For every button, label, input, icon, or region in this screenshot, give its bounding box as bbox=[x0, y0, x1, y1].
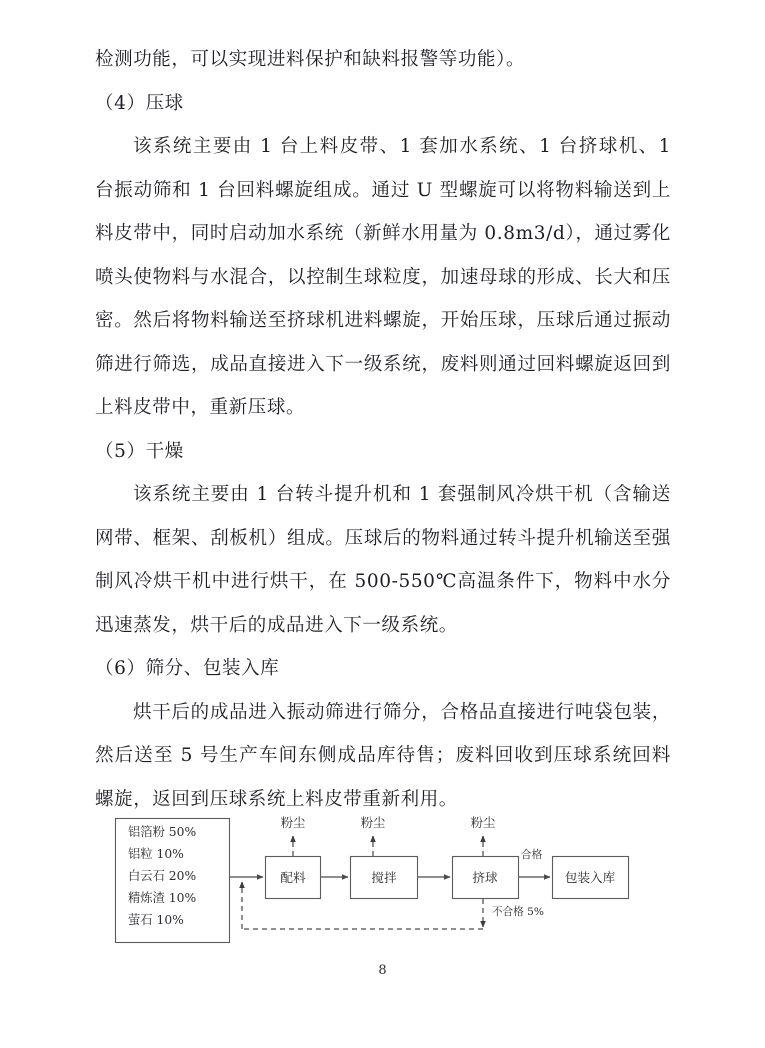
document-body bbox=[95, 38, 671, 821]
process-label-batching: 配料 bbox=[280, 870, 306, 885]
process-label-mixing: 搅拌 bbox=[371, 870, 397, 885]
edge-label-unqualified: 不合格 5% bbox=[492, 906, 544, 918]
page-number: 8 bbox=[378, 963, 387, 978]
material-line-3: 白云石 20% bbox=[128, 869, 197, 883]
material-line-1: 铝箔粉 50% bbox=[128, 825, 197, 839]
process-label-packaging: 包装入库 bbox=[564, 870, 616, 885]
material-line-5: 萤石 10% bbox=[128, 913, 184, 927]
paragraph-drying-body: 该系统主要由 1 台转斗提升机和 1 套强制风冷烘干机（含输送网带、框架、刮板机）组成。压球后的物料通过转斗提升机输送至强制风冷烘干机中进行烘干，在 500-550℃高温条件下，物料中水分迅速蒸发，烘干后的成品进入下一级系统。 bbox=[95, 484, 671, 636]
heading-5-drying: （5）干燥 bbox=[95, 440, 184, 462]
heading-6-screening-packaging: （6）筛分、包装入库 bbox=[95, 658, 280, 679]
paragraph-pressing-body: 该系统主要由 1 台上料皮带、1 套加水系统、1 台挤球机、1 台振动筛和 1 台回料螺旋组成。通过 U 型螺旋可以将物料输送到上料皮带中，同时启动加水系统（新鲜水用量为 0.8m3/d），通过雾化喷头使物料与水混合，以控制生球粒度，加速母球的形成、长大和压密。然后将物料输送至挤球机进料螺旋，开始压球，压球后通过振动筛进行筛选，成品直接进入下一级系统，废料则通过回料螺旋返回到上料皮带中，重新压球。 bbox=[95, 136, 671, 418]
paragraph-packaging-body: 烘干后的成品进入振动筛进行筛分，合格品直接进行吨袋包装，然后送至 5 号生产车间东侧成品库待售；废料回收到压球系统回料螺旋，返回到压球系统上料皮带重新利用。 bbox=[95, 701, 671, 810]
material-line-4: 精炼渣 10% bbox=[128, 891, 197, 905]
edge-label-qualified: 合格 bbox=[521, 849, 543, 861]
process-label-extrusion: 挤球 bbox=[472, 870, 498, 885]
heading-4-pressing: （4）压球 bbox=[95, 92, 184, 114]
process-flow-diagram bbox=[0, 800, 765, 960]
paragraph-continued-detection: 检测功能，可以实现进料保护和缺料报警等功能）。 bbox=[95, 49, 526, 70]
emission-label-dust-3: 粉尘 bbox=[470, 816, 496, 830]
material-line-2: 铝粒 10% bbox=[128, 847, 184, 861]
emission-label-dust-2: 粉尘 bbox=[360, 816, 386, 830]
emission-label-dust-1: 粉尘 bbox=[280, 816, 306, 830]
